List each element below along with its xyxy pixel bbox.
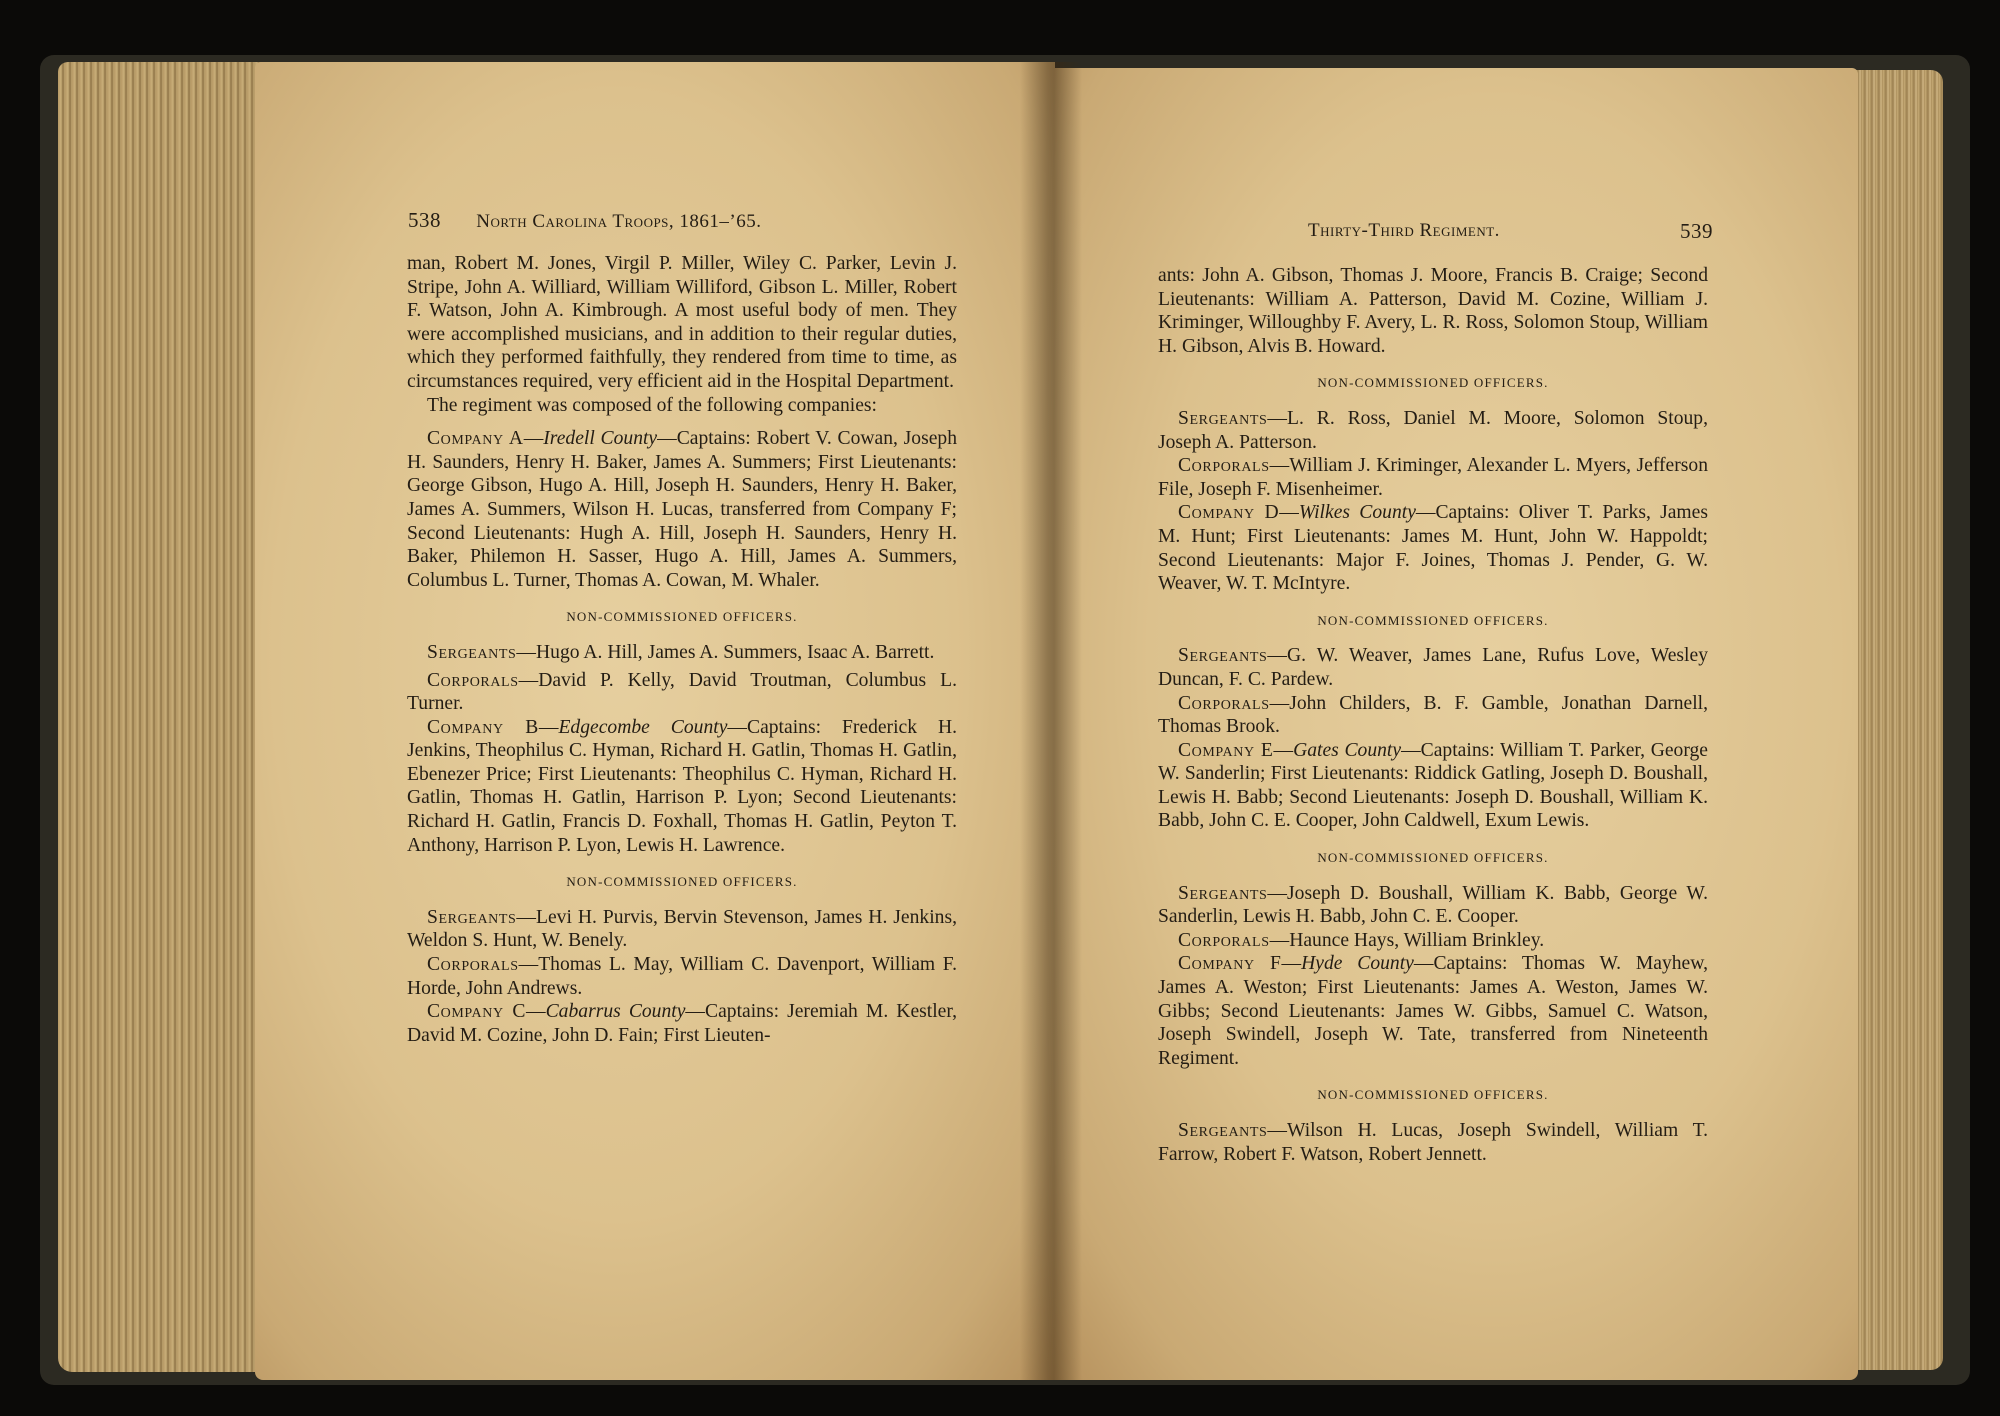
officers-list: —Captains: William T. Parker, George W. Sanderlin; First Lieutenants: Riddick Gatling, Joseph D. Boushall, Lewis H. Babb; Second Lieutenants: Joseph D. Boushall, William K. Babb, John C. E. Cooper, John Caldwell, Exum Lewis. [1158,739,1709,832]
right-page [1050,68,1858,1380]
sergeants-entry [1158,1119,1708,1166]
corporals-list: —Thomas L. May, William C. Davenport, William F. Horde, John Andrews. [407,954,957,999]
company-c-continuation: ants: John A. Gibson, Thomas J. Moore, Francis B. Craige; Second Lieutenants: William A. Patterson, David M. Cozine, William J. Kriminger, Willoughby F. Avery, L. R. Ross, Solomon Stoup, William H. Gibson, Alvis B. Howard. [1158,265,1708,357]
page-number: 539 [1680,219,1713,243]
corporals-entry [1158,929,1708,953]
company-label: Company C [427,1001,527,1023]
nco-heading: NON-COMMISSIONED OFFICERS. [566,874,798,890]
company-label: Company B [427,716,539,738]
nco-heading: NON-COMMISSIONED OFFICERS. [1317,612,1549,628]
left-running-head [408,208,762,233]
sergeants-entry [407,641,957,665]
right-page-number-wrap [1680,219,1713,244]
officers-list: —Captains: Robert V. Cowan, Joseph H. Saunders, Henry H. Baker, James A. Summers; First Lieutenants: George Gibson, Hugo A. Hill, Joseph H. Saunders, Henry H. Baker, James A. Summers, Wilson H. Lucas, transferred from Company F; Second Lieutenants: Hugh A. Hill, Joseph H. Saunders, Henry H. Baker, Philemon H. Sasser, Hugo A. Hill, James A. Summers, Columbus L. Turner, Thomas A. Cowan, M. Whaler. [407,428,957,591]
nco-heading: NON-COMMISSIONED OFFICERS. [566,609,798,625]
left-page-body [407,252,957,1047]
company-label: Company F [1178,953,1282,975]
nco-heading: NON-COMMISSIONED OFFICERS. [1317,1087,1549,1103]
company-label: Company E [1178,739,1274,761]
sergeants-entry [1158,407,1708,454]
right-running-head [1308,220,1500,242]
corporals-label: Corporals [427,669,519,691]
corporals-label: Corporals [1178,692,1270,714]
corporals-entry [407,669,957,716]
running-head-title: Thirty-Third Regiment. [1308,220,1500,241]
corporals-label: Corporals [427,954,519,976]
county-name: Cabarrus County [545,1001,686,1023]
sergeants-label: Sergeants [427,641,517,663]
company-f-entry: Company F—Hyde County—Captains: Thomas W. Mayhew, James A. Weston; First Lieutenants: James A. Weston, James W. Gibbs; Second Lieutenants: James W. Gibbs, Samuel C. Watson, Joseph Swindell, Joseph W. Tate, transferred from Nineteenth Regiment. [1158,953,1709,1069]
corporals-list: —Haunce Hays, William Brinkley. [1269,929,1545,951]
sergeants-entry [1158,882,1708,929]
running-head-title: North Carolina Troops, 1861–’65. [476,211,762,232]
sergeants-list: —Hugo A. Hill, James A. Summers, Isaac A. Barrett. [516,641,935,663]
corporals-label: Corporals [1178,929,1270,951]
sergeants-list: —G. W. Weaver, James Lane, Rufus Love, Wesley Duncan, F. C. Pardew. [1158,645,1708,690]
corporals-entry [1158,692,1708,739]
left-page-edges [58,62,268,1372]
company-a-entry: Company A—Iredell County—Captains: Robert V. Cowan, Joseph H. Saunders, Henry H. Baker, James A. Summers; First Lieutenants: George Gibson, Hugo A. Hill, Joseph H. Saunders, Henry H. Baker, James A. Summers, Wilson H. Lucas, transferred from Company F; Second Lieutenants: Hugh A. Hill, Joseph H. Saunders, Henry H. Baker, Philemon H. Sasser, Hugo A. Hill, James A. Summers, Columbus L. Turner, Thomas A. Cowan, M. Whaler. [407,428,957,591]
paragraph: The regiment was composed of the following companies: [427,394,877,416]
sergeants-label: Sergeants [1178,882,1268,904]
sergeants-entry [1158,644,1708,691]
sergeants-list: —Wilson H. Lucas, Joseph Swindell, William T. Farrow, Robert F. Watson, Robert Jennett. [1158,1120,1708,1165]
officers-list: —Captains: Jeremiah M. Kestler, David M. Cozine, John D. Fain; First Lieuten- [407,1001,957,1046]
page-number: 538 [408,208,441,232]
paragraph: man, Robert M. Jones, Virgil P. Miller, Wiley C. Parker, Levin J. Stripe, John A. Williard, William Williford, Gibson L. Miller, Robert F. Watson, John A. Kimbrough. A most useful body of men. They were accomplished musicians, and in addition to their regular duties, which they performed faithfully, they rendered from time to time, as circumstances required, very efficient aid in the Hospital Department. [407,253,957,392]
corporals-list: —William J. Kriminger, Alexander L. Myers, Jefferson File, Joseph F. Misenheimer. [1158,455,1708,500]
officers-list: —Captains: Oliver T. Parks, James M. Hunt; First Lieutenants: James M. Hunt, John W. Happoldt; Second Lieutenants: Major F. Joines, Thomas J. Pender, G. W. Weaver, W. T. McIntyre. [1158,502,1708,595]
nco-heading: NON-COMMISSIONED OFFICERS. [1317,850,1549,866]
county-name: Edgecombe County [558,716,728,738]
corporals-label: Corporals [1178,455,1270,477]
sergeants-label: Sergeants [1178,645,1268,667]
right-page-body [1158,264,1708,1166]
sergeants-list: —L. R. Ross, Daniel M. Moore, Solomon Stoup, Joseph A. Patterson. [1158,407,1708,453]
county-name: Iredell County [543,428,658,450]
nco-heading: NON-COMMISSIONED OFFICERS. [1317,375,1549,391]
officers-list: —Captains: Thomas W. Mayhew, James A. Weston; First Lieutenants: James A. Weston, James W. Gibbs; Second Lieutenants: James W. Gibbs, Samuel C. Watson, Joseph Swindell, Joseph W. Tate, transferred from Nineteenth Regiment. [1158,953,1709,1069]
company-e-entry: Company E—Gates County—Captains: William T. Parker, George W. Sanderlin; First Lieutenants: Riddick Gatling, Joseph D. Boushall, Lewis H. Babb; Second Lieutenants: Joseph D. Boushall, William K. Babb, John C. E. Cooper, John Caldwell, Exum Lewis. [1158,739,1709,832]
company-b-entry: Company B—Edgecombe County—Captains: Frederick H. Jenkins, Theophilus C. Hyman, Richard H. Gatlin, Thomas H. Gatlin, Ebenezer Price; First Lieutenants: Theophilus C. Hyman, Richard H. Gatlin, Thomas H. Gatlin, Harrison P. Lyon; Second Lieutenants: Richard H. Gatlin, Francis D. Foxhall, Thomas H. Gatlin, Peyton T. Anthony, Harrison P. Lyon, Lewis H. Lawrence. [407,716,958,856]
company-d-entry: Company D—Wilkes County—Captains: Oliver T. Parks, James M. Hunt; First Lieutenants: James M. Hunt, John W. Happoldt; Second Lieutenants: Major F. Joines, Thomas J. Pender, G. W. Weaver, W. T. McIntyre. [1158,502,1708,595]
county-name: Wilkes County [1298,502,1416,524]
county-name: Hyde County [1301,953,1414,975]
left-page [255,62,1055,1380]
county-name: Gates County [1293,739,1402,761]
corporals-entry [407,953,957,1000]
sergeants-label: Sergeants [1178,407,1268,429]
right-page-edges [1855,70,1943,1370]
corporals-list: —David P. Kelly, David Troutman, Columbus L. Turner. [407,669,957,715]
sergeants-label: Sergeants [1178,1120,1268,1141]
corporals-list: —John Childers, B. F. Gamble, Jonathan Darnell, Thomas Brook. [1158,692,1708,738]
sergeants-list: —Joseph D. Boushall, William K. Babb, George W. Sanderlin, Lewis H. Babb, John C. E. Cooper. [1158,882,1708,928]
company-label: Company D [1178,502,1280,524]
officers-list: —Captains: Frederick H. Jenkins, Theophilus C. Hyman, Richard H. Gatlin, Thomas H. Gatlin, Ebenezer Price; First Lieutenants: Theophilus C. Hyman, Richard H. Gatlin, Thomas H. Gatlin, Harrison P. Lyon; Second Lieutenants: Richard H. Gatlin, Francis D. Foxhall, Thomas H. Gatlin, Peyton T. Anthony, Harrison P. Lyon, Lewis H. Lawrence. [407,716,958,856]
sergeants-label: Sergeants [427,906,517,928]
company-label: Company A [427,428,524,450]
corporals-entry [1158,454,1708,501]
company-c-entry: Company C—Cabarrus County—Captains: Jeremiah M. Kestler, David M. Cozine, John D. Fain; First Lieuten- [407,1001,957,1046]
sergeants-list: —Levi H. Purvis, Bervin Stevenson, James H. Jenkins, Weldon S. Hunt, W. Benely. [407,906,957,952]
sergeants-entry [407,906,957,953]
